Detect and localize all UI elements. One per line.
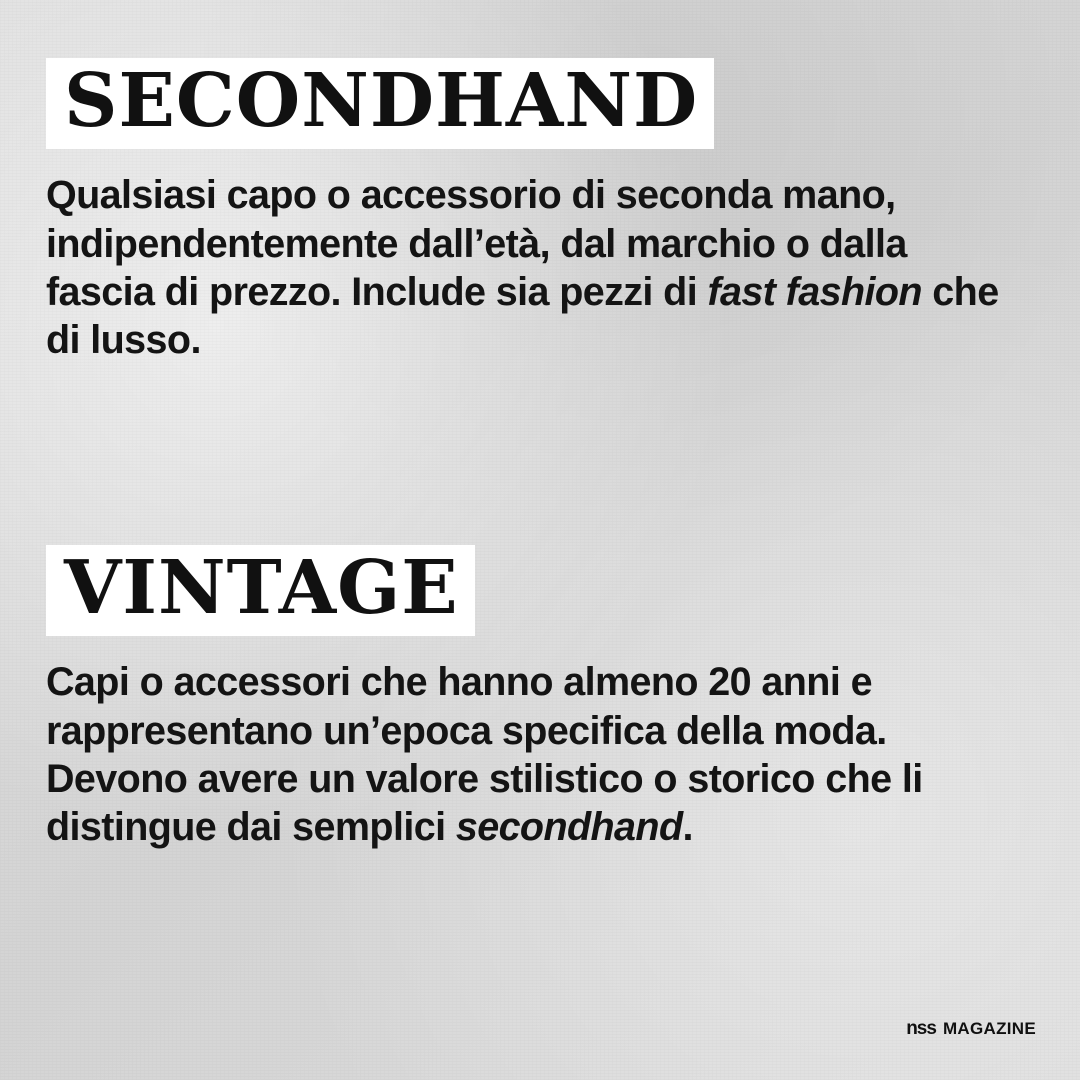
brand-logo	[906, 1018, 1036, 1040]
definition-lead-secondhand: Qualsiasi capo o accessorio di seconda mano, indipendentemente dall’età, dal marchio o dalla fascia di prezzo. Include sia pezzi di	[46, 173, 907, 314]
definition-lead-vintage: Capi o accessori che hanno almeno 20 anni e rappresentano un’epoca specifica della moda. Devono avere un valore stilistico o storico che li distingue dai semplici	[46, 660, 923, 850]
term-highlight-secondhand	[46, 58, 714, 149]
brand-name-label: MAGAZINE	[942, 1019, 1036, 1038]
definition-tail-secondhand: che di lusso.	[46, 269, 999, 363]
definition-text-secondhand	[46, 171, 1006, 364]
term-highlight-vintage	[46, 545, 475, 636]
definition-text-vintage	[46, 658, 1006, 851]
definition-entry-secondhand	[46, 58, 1006, 364]
definition-italic-vintage: secondhand	[455, 805, 683, 850]
term-label-vintage: VINTAGE	[64, 545, 459, 631]
definition-italic-secondhand: fast fashion	[707, 269, 922, 314]
nss-logo-icon: nss	[906, 1018, 936, 1039]
definition-entry-vintage	[46, 545, 1006, 851]
definition-tail-vintage: .	[682, 805, 693, 850]
term-label-secondhand: SECONDHAND	[64, 58, 699, 144]
